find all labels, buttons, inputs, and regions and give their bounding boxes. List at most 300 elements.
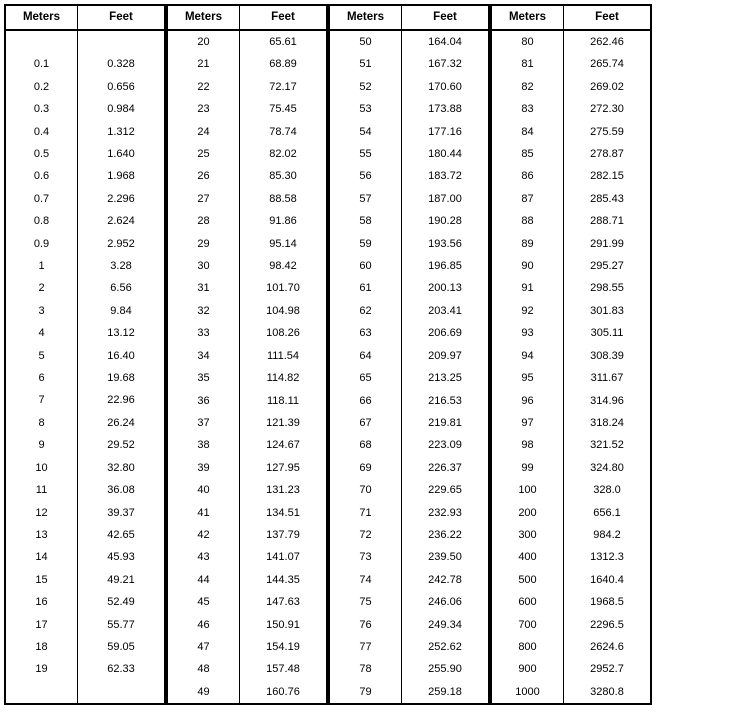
cell-meters: 76 [329,614,402,636]
table-row [329,165,489,187]
table-row [167,457,327,479]
cell-meters: 36 [167,390,240,412]
cell-meters: 48 [167,658,240,680]
cell-meters: 75 [329,591,402,613]
cell-feet: 65.61 [240,30,328,53]
table-row [329,233,489,255]
table-header-row [329,5,489,30]
table-row [491,188,651,210]
table-row [5,277,165,299]
cell-meters: 1000 [491,681,564,704]
cell-feet: 295.27 [564,255,652,277]
cell-feet: 1.640 [78,143,166,165]
cell-meters: 28 [167,210,240,232]
cell-feet: 59.05 [78,636,166,658]
cell-meters: 600 [491,591,564,613]
conversion-table-4 [490,4,652,705]
table-row [5,165,165,187]
cell-feet: 26.24 [78,412,166,434]
cell-feet: 216.53 [402,390,490,412]
cell-meters: 35 [167,367,240,389]
cell-meters: 47 [167,636,240,658]
cell-meters: 10 [5,457,78,479]
table-row [329,143,489,165]
cell-meters: 7 [5,389,78,411]
cell-meters: 85 [491,143,564,165]
table-row [329,390,489,412]
table-row [167,53,327,75]
cell-meters: 0.3 [5,98,78,120]
table-row [167,165,327,187]
cell-feet: 1.312 [78,121,166,143]
table-row [491,165,651,187]
cell-meters: 91 [491,277,564,299]
cell-meters: 73 [329,546,402,568]
cell-feet: 108.26 [240,322,328,344]
cell-feet: 98.42 [240,255,328,277]
cell-feet: 278.87 [564,143,652,165]
cell-meters: 65 [329,367,402,389]
cell-feet: 265.74 [564,53,652,75]
cell-meters: 55 [329,143,402,165]
cell-meters: 31 [167,277,240,299]
table-header-row [491,5,651,30]
table-row [491,367,651,389]
cell-meters: 27 [167,188,240,210]
cell-meters: 21 [167,53,240,75]
cell-feet: 154.19 [240,636,328,658]
cell-feet: 91.86 [240,210,328,232]
table-row [329,345,489,367]
cell-feet: 288.71 [564,210,652,232]
cell-meters: 52 [329,76,402,98]
cell-feet: 82.02 [240,143,328,165]
cell-meters: 19 [5,658,78,680]
cell-meters: 45 [167,591,240,613]
conversion-table-2 [166,4,328,705]
cell-feet: 226.37 [402,457,490,479]
cell-feet: 1640.4 [564,569,652,591]
table-row [5,367,165,389]
cell-meters: 25 [167,143,240,165]
cell-feet: 62.33 [78,658,166,680]
table-row [5,322,165,344]
cell-meters: 34 [167,345,240,367]
cell-meters: 43 [167,546,240,568]
cell-meters: 69 [329,457,402,479]
cell-meters: 81 [491,53,564,75]
cell-meters: 41 [167,502,240,524]
cell-meters: 77 [329,636,402,658]
table-row [5,255,165,277]
cell-feet: 32.80 [78,457,166,479]
table-row [167,569,327,591]
table-row [5,614,165,636]
table-row [167,412,327,434]
cell-meters: 80 [491,30,564,53]
cell-meters: 39 [167,457,240,479]
cell-meters: 18 [5,636,78,658]
cell-feet: 200.13 [402,277,490,299]
table-row [167,658,327,680]
table-row [491,76,651,98]
cell-meters: 0.9 [5,233,78,255]
table-row [167,98,327,120]
cell-feet: 219.81 [402,412,490,434]
table-row [491,457,651,479]
cell-meters: 17 [5,614,78,636]
cell-meters: 33 [167,322,240,344]
cell-feet: 6.56 [78,277,166,299]
table-row [5,188,165,210]
cell-feet: 305.11 [564,322,652,344]
cell-feet: 75.45 [240,98,328,120]
cell-meters: 49 [167,681,240,704]
cell-feet: 252.62 [402,636,490,658]
table-row [491,569,651,591]
cell-feet: 2.296 [78,188,166,210]
cell-meters: 74 [329,569,402,591]
cell-feet: 52.49 [78,591,166,613]
cell-meters: 92 [491,300,564,322]
table-row [491,345,651,367]
cell-meters: 30 [167,255,240,277]
table-row [491,30,651,53]
table-row [5,412,165,434]
cell-meters: 11 [5,479,78,501]
cell-feet: 114.82 [240,367,328,389]
cell-feet: 213.25 [402,367,490,389]
table-row [167,524,327,546]
cell-feet: 206.69 [402,322,490,344]
cell-feet: 190.28 [402,210,490,232]
cell-feet: 13.12 [78,322,166,344]
cell-meters: 71 [329,502,402,524]
table-row [5,524,165,546]
cell-feet: 137.79 [240,524,328,546]
cell-meters: 24 [167,121,240,143]
cell-meters: 97 [491,412,564,434]
cell-meters: 100 [491,479,564,501]
cell-feet: 164.04 [402,30,490,53]
cell-feet: 141.07 [240,546,328,568]
cell-feet: 285.43 [564,188,652,210]
table-row [329,188,489,210]
cell-meters: 50 [329,30,402,53]
table-row [167,367,327,389]
table-row [491,255,651,277]
column-header-feet: Feet [240,5,328,30]
table-row [329,53,489,75]
conversion-table-1 [4,4,166,705]
table-row [329,546,489,568]
cell-feet: 239.50 [402,546,490,568]
cell-meters: 23 [167,98,240,120]
cell-meters: 1 [5,255,78,277]
cell-meters: 15 [5,569,78,591]
table-row [5,658,165,680]
cell-meters: 200 [491,502,564,524]
cell-meters: 16 [5,591,78,613]
cell-meters: 56 [329,165,402,187]
cell-feet: 3.28 [78,255,166,277]
cell-meters: 57 [329,188,402,210]
cell-meters: 99 [491,457,564,479]
cell-feet: 223.09 [402,434,490,456]
cell-meters: 12 [5,502,78,524]
table-row [167,233,327,255]
table-row [167,591,327,613]
cell-meters: 67 [329,412,402,434]
cell-meters: 46 [167,614,240,636]
table-row [167,30,327,53]
cell-meters: 42 [167,524,240,546]
table-row [329,121,489,143]
table-row [329,524,489,546]
cell-feet: 196.85 [402,255,490,277]
cell-meters: 61 [329,277,402,299]
cell-feet: 301.83 [564,300,652,322]
cell-meters: 6 [5,367,78,389]
cell-meters: 37 [167,412,240,434]
table-row [167,277,327,299]
cell-meters: 0.6 [5,165,78,187]
table-row [329,98,489,120]
cell-meters: 60 [329,255,402,277]
cell-meters: 26 [167,165,240,187]
cell-feet: 68.89 [240,53,328,75]
cell-meters: 4 [5,322,78,344]
cell-meters: 64 [329,345,402,367]
column-header-meters: Meters [491,5,564,30]
cell-feet: 173.88 [402,98,490,120]
table-row [329,255,489,277]
cell-meters: 72 [329,524,402,546]
cell-meters: 900 [491,658,564,680]
cell-meters: 20 [167,30,240,53]
cell-feet: 1312.3 [564,546,652,568]
cell-feet: 0.984 [78,98,166,120]
cell-feet: 19.68 [78,367,166,389]
table-row [167,300,327,322]
table-row [5,143,165,165]
table-row [167,434,327,456]
table-row [491,658,651,680]
cell-meters: 98 [491,434,564,456]
cell-feet: 324.80 [564,457,652,479]
cell-meters: 66 [329,390,402,412]
cell-meters: 0.7 [5,188,78,210]
table-row [167,546,327,568]
table-row [329,322,489,344]
cell-feet: 45.93 [78,546,166,568]
cell-feet: 2624.6 [564,636,652,658]
table-row [167,76,327,98]
cell-feet: 3280.8 [564,681,652,704]
cell-meters: 79 [329,681,402,704]
cell-meters: 53 [329,98,402,120]
cell-feet: 160.76 [240,681,328,704]
table-row [329,76,489,98]
table-row [491,143,651,165]
table-row [167,322,327,344]
cell-meters: 0.2 [5,76,78,98]
table-row [5,210,165,232]
table-row [5,546,165,568]
cell-feet: 246.06 [402,591,490,613]
cell-feet: 2952.7 [564,658,652,680]
table-row [491,591,651,613]
table-row [491,479,651,501]
cell-feet: 193.56 [402,233,490,255]
cell-feet: 255.90 [402,658,490,680]
cell-meters: 59 [329,233,402,255]
table-row [329,412,489,434]
table-row [167,390,327,412]
cell-meters: 40 [167,479,240,501]
table-row [5,98,165,120]
table-row [329,681,489,704]
cell-meters: 87 [491,188,564,210]
table-row [491,502,651,524]
table-row [329,434,489,456]
cell-feet: 42.65 [78,524,166,546]
table-row [491,233,651,255]
table-row [491,412,651,434]
cell-feet: 272.30 [564,98,652,120]
cell-meters: 83 [491,98,564,120]
cell-feet: 36.08 [78,479,166,501]
cell-meters: 38 [167,434,240,456]
table-row [167,188,327,210]
table-row [167,121,327,143]
cell-feet: 269.02 [564,76,652,98]
cell-feet: 242.78 [402,569,490,591]
cell-meters: 5 [5,345,78,367]
table-row [167,479,327,501]
cell-meters: 3 [5,300,78,322]
column-header-feet: Feet [564,5,652,30]
cell-meters: 82 [491,76,564,98]
cell-meters: 70 [329,479,402,501]
cell-feet: 29.52 [78,434,166,456]
cell-feet: 144.35 [240,569,328,591]
table-row [5,121,165,143]
table-spacer-row [5,30,165,53]
table-row [167,255,327,277]
cell-meters: 800 [491,636,564,658]
cell-meters: 2 [5,277,78,299]
cell-feet: 984.2 [564,524,652,546]
cell-feet: 78.74 [240,121,328,143]
cell-meters: 54 [329,121,402,143]
cell-feet: 170.60 [402,76,490,98]
cell-feet: 127.95 [240,457,328,479]
conversion-table-3 [328,4,490,705]
cell-meters: 0.4 [5,121,78,143]
table-row [5,434,165,456]
cell-feet: 118.11 [240,390,328,412]
cell-feet: 298.55 [564,277,652,299]
column-header-feet: Feet [402,5,490,30]
table-row [5,591,165,613]
cell-meters: 400 [491,546,564,568]
column-header-meters: Meters [5,5,78,30]
cell-feet: 150.91 [240,614,328,636]
cell-feet: 134.51 [240,502,328,524]
cell-feet [78,30,166,53]
table-row [329,591,489,613]
table-row [5,300,165,322]
table-row [329,569,489,591]
cell-feet: 1968.5 [564,591,652,613]
cell-feet: 311.67 [564,367,652,389]
cell-meters: 51 [329,53,402,75]
cell-feet: 88.58 [240,188,328,210]
cell-feet: 85.30 [240,165,328,187]
cell-meters: 0.8 [5,210,78,232]
column-header-meters: Meters [167,5,240,30]
cell-feet: 104.98 [240,300,328,322]
cell-meters: 88 [491,210,564,232]
table-row [491,434,651,456]
cell-feet: 39.37 [78,502,166,524]
table-row [167,502,327,524]
table-row [329,457,489,479]
table-row [491,98,651,120]
cell-meters: 68 [329,434,402,456]
cell-feet: 183.72 [402,165,490,187]
cell-meters: 89 [491,233,564,255]
table-row [167,636,327,658]
table-row [167,210,327,232]
cell-meters: 84 [491,121,564,143]
cell-meters: 94 [491,345,564,367]
cell-meters: 14 [5,546,78,568]
cell-feet: 232.93 [402,502,490,524]
cell-feet: 0.328 [78,53,166,75]
cell-meters: 44 [167,569,240,591]
cell-meters: 58 [329,210,402,232]
cell-meters: 22 [167,76,240,98]
table-header-row [167,5,327,30]
cell-feet: 262.46 [564,30,652,53]
cell-feet: 131.23 [240,479,328,501]
cell-meters [5,681,78,704]
table-row [5,389,165,411]
cell-meters: 500 [491,569,564,591]
cell-feet: 101.70 [240,277,328,299]
cell-feet: 121.39 [240,412,328,434]
table-row [491,277,651,299]
column-header-meters: Meters [329,5,402,30]
cell-feet: 275.59 [564,121,652,143]
cell-feet: 291.99 [564,233,652,255]
cell-feet: 321.52 [564,434,652,456]
table-row [5,233,165,255]
cell-feet: 314.96 [564,390,652,412]
table-row [491,390,651,412]
table-row [167,345,327,367]
cell-meters: 62 [329,300,402,322]
cell-feet: 249.34 [402,614,490,636]
cell-feet: 259.18 [402,681,490,704]
cell-meters: 0.5 [5,143,78,165]
table-row [329,277,489,299]
cell-feet: 1.968 [78,165,166,187]
table-row [5,76,165,98]
cell-feet: 167.32 [402,53,490,75]
